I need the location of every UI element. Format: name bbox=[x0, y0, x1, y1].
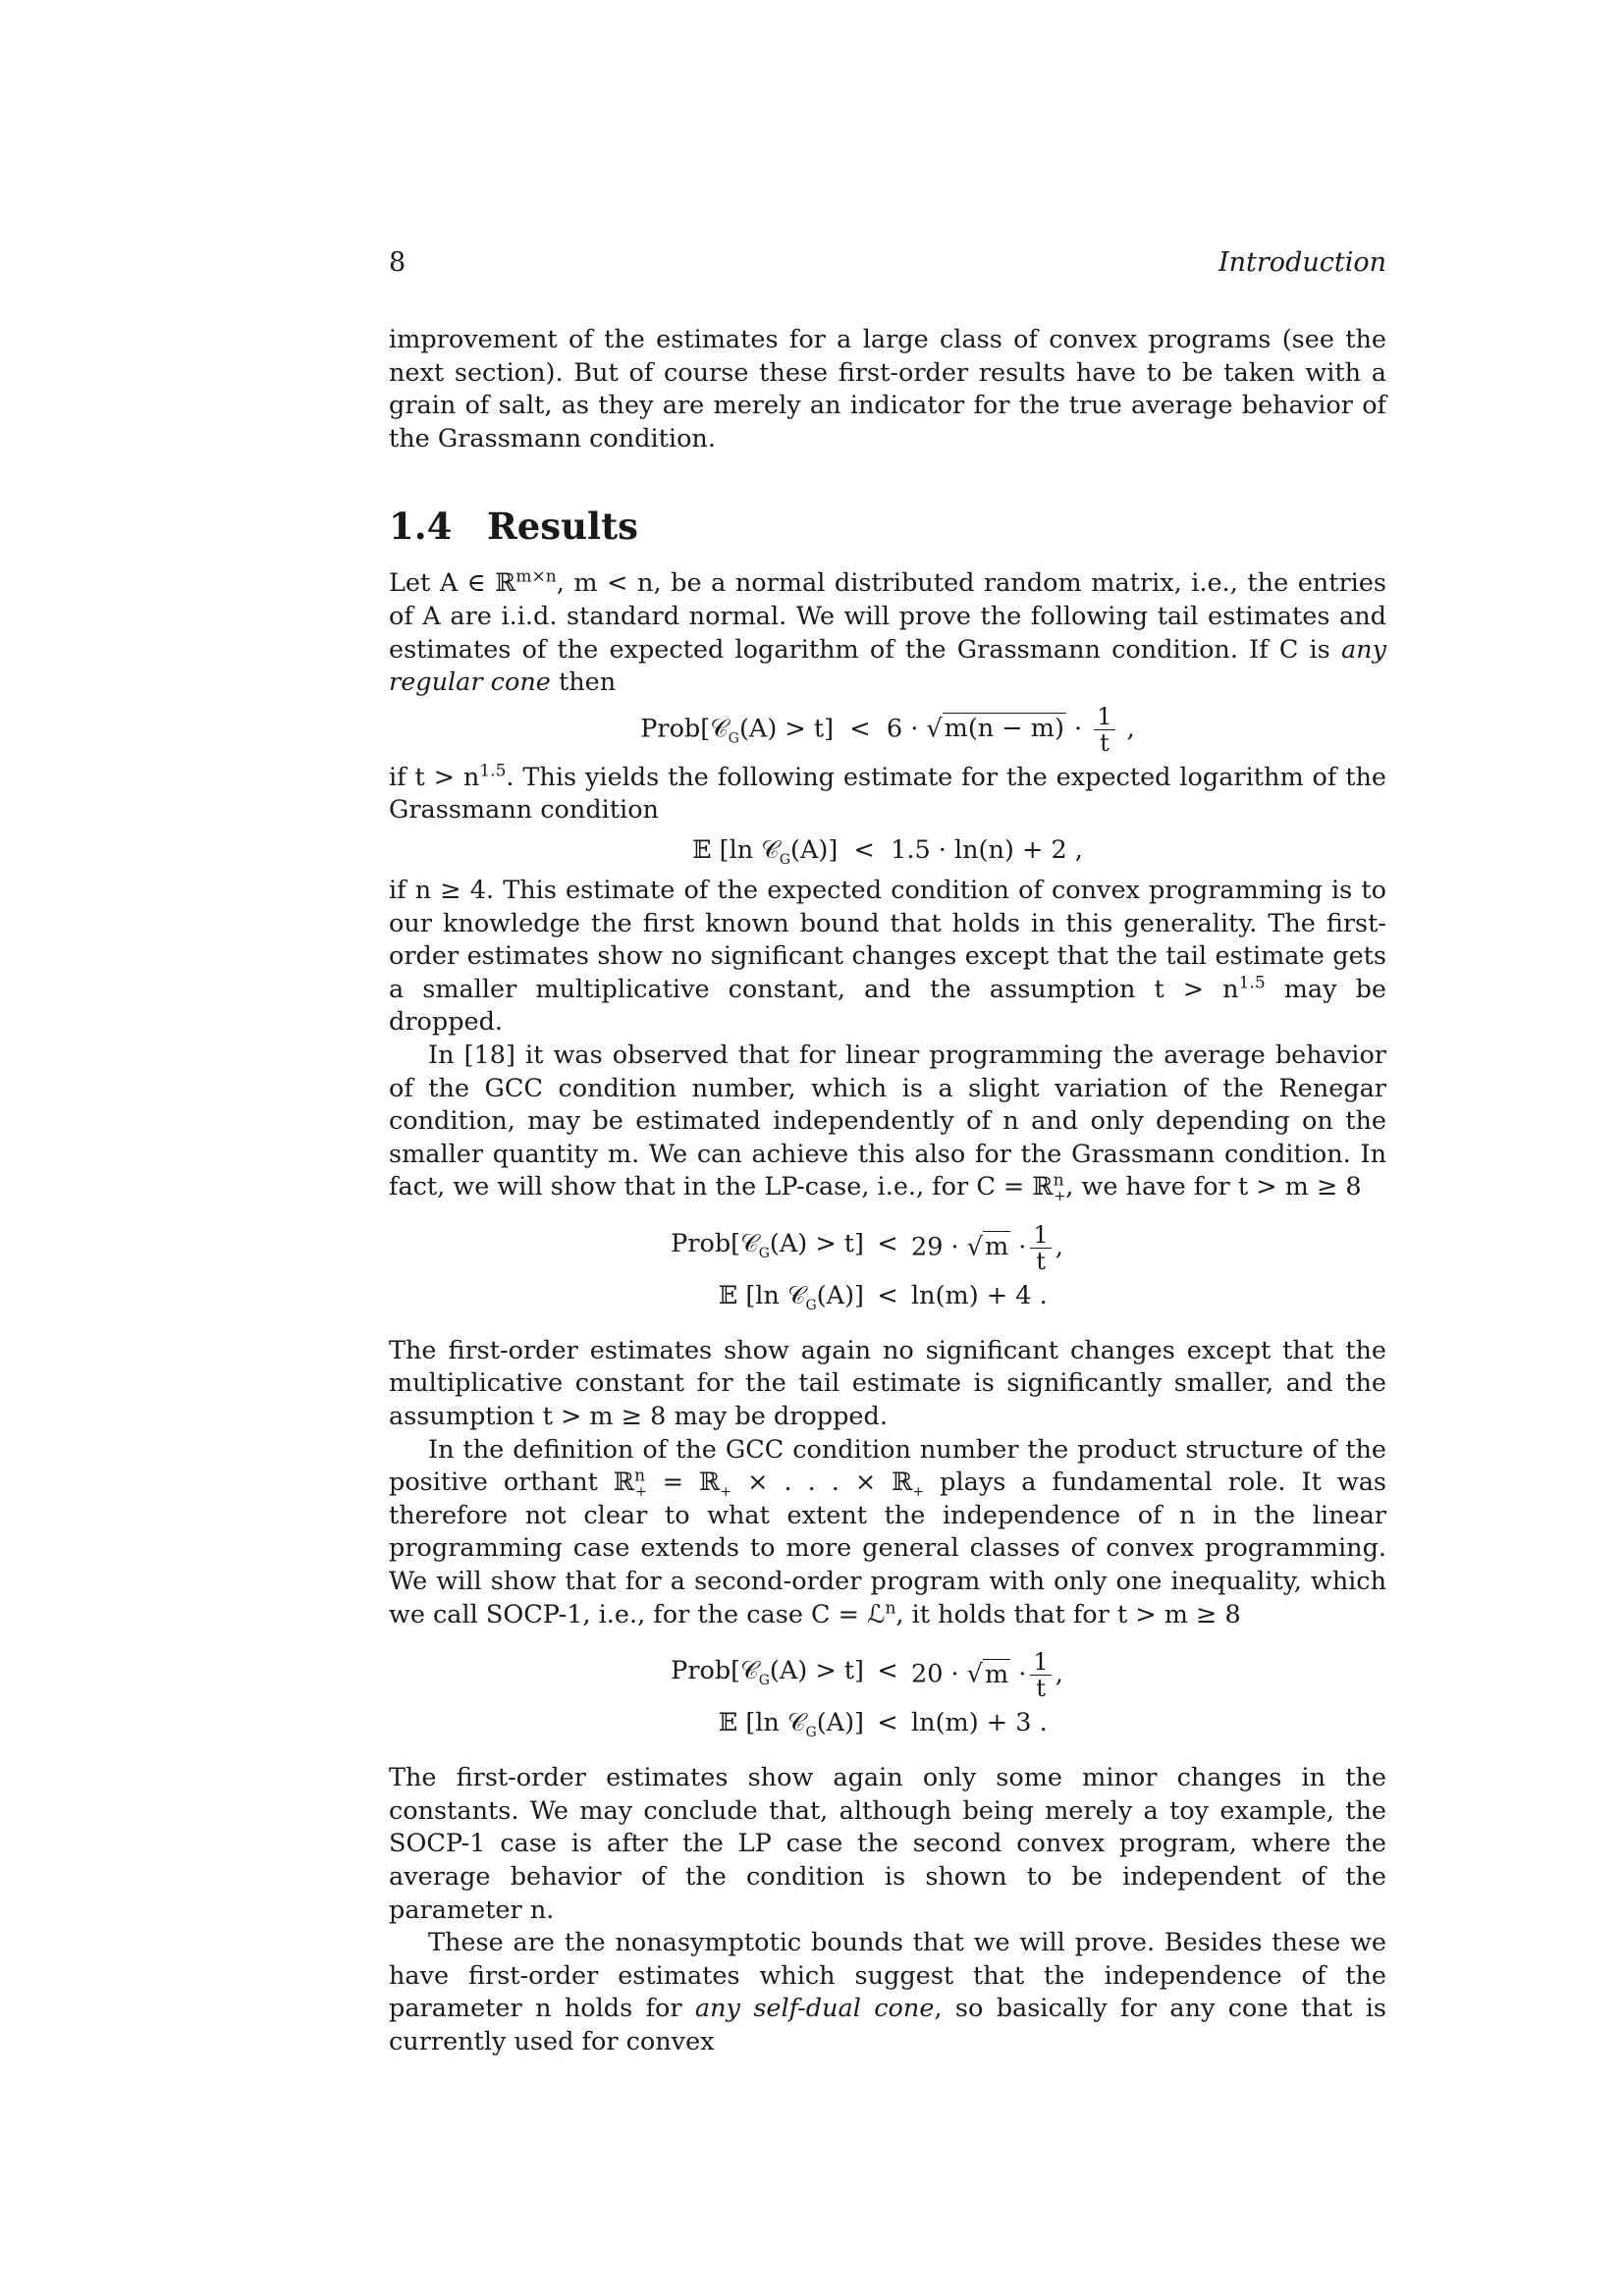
equation-expectation-socp: 𝔼 [ln 𝒞$_G$(A)] < ln(m) + 3 . bbox=[718, 1708, 1048, 1741]
fraction: $\frac{1}{t}$ bbox=[1094, 704, 1114, 756]
equation-tail-socp: Prob[𝒞$_G$(A) > t] < 20 · √m · $\frac{1}{t}$ , bbox=[671, 1648, 1063, 1703]
equation-block-lp bbox=[389, 1222, 1386, 1317]
equation-tail-lp: Prob[𝒞$_G$(A) > t] < 29 · √m · $\frac{1}{t}$ , bbox=[671, 1220, 1063, 1275]
paragraph-lp-case: In [18] it was observed that for linear programming the average behavior of the GCC condition number, which is a slight variation of the Renegar condition, may be estimated independently of n and only depending on the smaller quantity m. We can achieve this also for the Grassmann condition. In fact, we will show that in the LP-case, i.e., for C = ℝ$^n_+$, we have for t > m ≥ 8 bbox=[389, 1040, 1386, 1205]
paragraph-final: These are the nonasymptotic bounds that we will prove. Besides these we have first-order estimates which suggest that the independence of the parameter n holds for any self-dual cone, so basically for any cone that is currently used for convex bbox=[389, 1928, 1386, 2056]
page-number: 8 bbox=[389, 247, 406, 278]
equation-expectation-general: 𝔼 [ln 𝒞$_G$(A)] < 1.5 · ln(n) + 2 , bbox=[692, 834, 1083, 869]
paragraph-after-eq1: if $t > n^{1.5}$. This yields the following estimate for the expected logarithm of the Grassmann condition bbox=[389, 761, 1386, 826]
paragraph-after-eq2: if n ≥ 4. This estimate of the expected condition of convex programming is to our knowledge the first known bound that holds in this generality. The first-order estimates show no significant changes except that the tail estimate gets a smaller multiplicative constant, and the assumption $t > n^{1.5}$ may be dropped. bbox=[389, 875, 1386, 1038]
paragraph-results: Let A ∈ ℝ$^{m\times n}$, m < n, be a normal distributed random matrix, i.e., the entries of A are i.i.d. standard normal. We will prove the following tail estimates and estimates of the expected logarithm of the Grassmann condition. If C is any regular cone then bbox=[389, 566, 1386, 698]
equation-block-socp bbox=[389, 1649, 1386, 1744]
section-heading bbox=[389, 505, 1386, 548]
paragraph-gcc: In the definition of the GCC condition number the product structure of the positive orthant ℝ$^n_+$ = ℝ$_+$ × . . . × ℝ$_+$ plays a fundamental role. It was therefore not clear to what extent the independence of n in the linear programming case extends to more general classes of convex programming. We will show that for a second-order program with only one inequality, which we call SOCP-1, i.e., for the case C = ℒ$^n$, it holds that for t > m ≥ 8 bbox=[389, 1434, 1386, 1629]
paragraph-after-eq6: The first-order estimates show again only some minor changes in the constants. We may conclude that, although being merely a toy example, the SOCP-1 case is after the LP case the second convex program, where the average behavior of the condition is shown to be independent of the parameter n. bbox=[389, 1763, 1386, 1925]
emphasis-regular-cone: any regular cone bbox=[389, 634, 1386, 698]
emphasis-self-dual-cone: any self-dual cone bbox=[694, 1994, 935, 2024]
equation-tail-general: Prob[𝒞$_G$(A) > t] < 6 · √m(n − m) · $\frac{1}{t}$ , bbox=[640, 702, 1135, 757]
equation-expectation-lp: 𝔼 [ln 𝒞$_G$(A)] < ln(m) + 4 . bbox=[718, 1280, 1048, 1313]
running-head: Introduction bbox=[1218, 247, 1386, 278]
fraction: $\frac{1}{t}$ bbox=[1030, 1649, 1051, 1701]
page-body bbox=[389, 324, 1386, 2059]
section-number: 1.4 bbox=[389, 505, 453, 549]
paragraph-intro: improvement of the estimates for a large class of convex programs (see the next section). But of course these first-order results have to be taken with a grain of salt, as they are merely an indicator for the true average behavior of the Grassmann condition. bbox=[389, 325, 1386, 454]
fraction: $\frac{1}{t}$ bbox=[1030, 1222, 1051, 1274]
section-title: Results bbox=[487, 505, 638, 549]
paragraph-after-eq4: The first-order estimates show again no significant changes except that the multiplicative constant for the tail estimate is significantly smaller, and the assumption t > m ≥ 8 may be dropped. bbox=[389, 1335, 1386, 1432]
page-header bbox=[389, 247, 1386, 287]
